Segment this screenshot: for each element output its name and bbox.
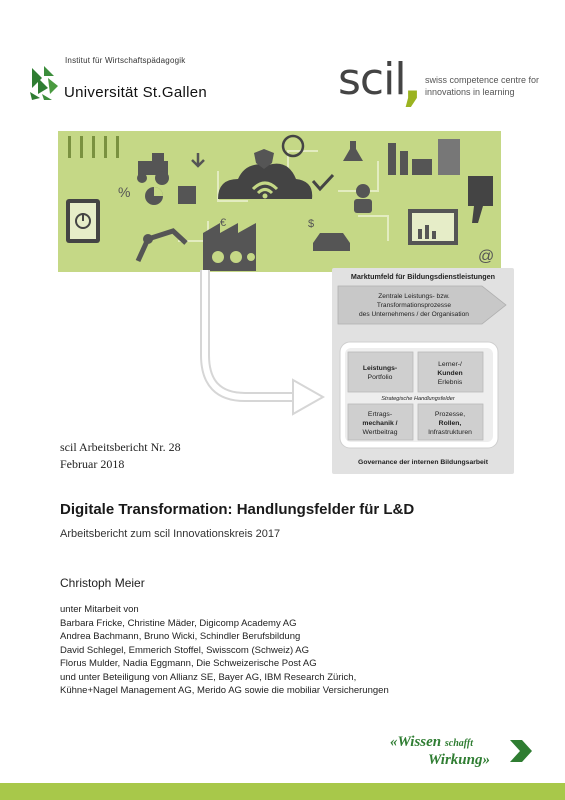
institute-name: Institut für Wirtschaftspädagogik	[65, 56, 186, 65]
hsg-arrow-icon	[508, 738, 534, 764]
university-name: Universität St.Gallen	[64, 84, 208, 101]
document-title: Digitale Transformation: Handlungsfelder für L&D	[60, 501, 415, 518]
contributor-line: unter Mitarbeit von	[60, 604, 139, 615]
box-prozesse-line2: Rollen,	[438, 420, 462, 427]
hsg-emblem-icon	[28, 64, 62, 102]
box-ertrag-line1: Ertrags-	[367, 411, 393, 418]
diagram-bottom-label: Governance der internen Bildungsarbeit	[358, 459, 488, 466]
euro-icon: €	[220, 217, 227, 229]
flow-arrow-icon	[195, 270, 335, 420]
box-prozesse-line3: Infrastrukturen	[428, 429, 472, 436]
arrow-label-3: des Unternehmens / der Organisation	[359, 311, 469, 318]
box-portfolio-line1: Leistungs-	[362, 365, 398, 372]
percent-icon: %	[118, 184, 131, 200]
slogan-word-wissen: «Wissen	[390, 734, 442, 750]
scil-tagline-2: innovations in learning	[425, 87, 515, 97]
report-series: scil Arbeitsbericht Nr. 28	[60, 440, 181, 454]
factory-icon	[203, 223, 256, 271]
chip-icon	[178, 186, 196, 204]
report-date: Februar 2018	[60, 457, 125, 471]
box-ertrag-line3: Wertbeitrag	[362, 429, 398, 436]
box-lerner-line1: Lerner-/	[438, 361, 462, 368]
at-icon: @	[478, 248, 495, 265]
digital-transformation-banner	[58, 131, 501, 272]
contributors-list	[60, 603, 520, 698]
box-prozesse-line1: Prozesse,	[434, 411, 466, 418]
contributor-line: David Schlegel, Emmerich Stoffel, Swisscom (Schweiz) AG	[60, 644, 310, 656]
banner-illustration	[58, 131, 501, 272]
box-ertrag-line2: mechanik /	[362, 420, 398, 427]
framework-diagram	[332, 268, 514, 474]
diagram-top-label: Marktumfeld für Bildungsdienstleistungen	[350, 272, 496, 281]
arrow-label-2: Transformationsprozesse	[376, 302, 452, 309]
car-icon	[313, 233, 350, 251]
scil-logo-comma: ,	[403, 54, 422, 112]
power-button-icon	[66, 199, 100, 243]
slogan-word-schafft: schafft	[444, 738, 474, 749]
box-lerner-line3: Erlebnis	[437, 379, 463, 386]
dollar-icon: $	[308, 218, 315, 230]
document-subtitle: Arbeitsbericht zum scil Innovationskreis 2017	[60, 528, 281, 540]
scil-logo-word: scil	[338, 54, 406, 105]
middle-label: Strategische Handlungsfelder	[381, 396, 455, 402]
arrow-label-1: Zentrale Leistungs- bzw.	[378, 293, 450, 300]
box-lerner-line2: Kunden	[437, 370, 463, 377]
author-name: Christoph Meier	[60, 576, 145, 590]
contributor-line: und unter Beteiligung von Allianz SE, Bayer AG, IBM Research Zürich,	[60, 671, 357, 683]
contributor-line: Kühne+Nagel Management AG, Merido AG sowie die mobiliar Versicherungen	[60, 685, 389, 696]
contributor-line: Florus Mulder, Nadia Eggmann, Die Schweizerische Post AG	[60, 658, 317, 669]
slogan-logo	[390, 734, 510, 768]
contributor-line: Andrea Bachmann, Bruno Wicki, Schindler Berufsbildung	[60, 631, 301, 642]
footer-bar	[0, 783, 565, 800]
box-portfolio-line2: Portfolio	[367, 374, 393, 381]
monitor-chart-icon	[408, 209, 458, 245]
slogan-word-wirkung: Wirkung»	[428, 752, 490, 768]
scil-tagline-1: swiss competence centre for	[425, 75, 540, 85]
contributor-line: Barbara Fricke, Christine Mäder, Digicomp Academy AG	[60, 617, 297, 629]
